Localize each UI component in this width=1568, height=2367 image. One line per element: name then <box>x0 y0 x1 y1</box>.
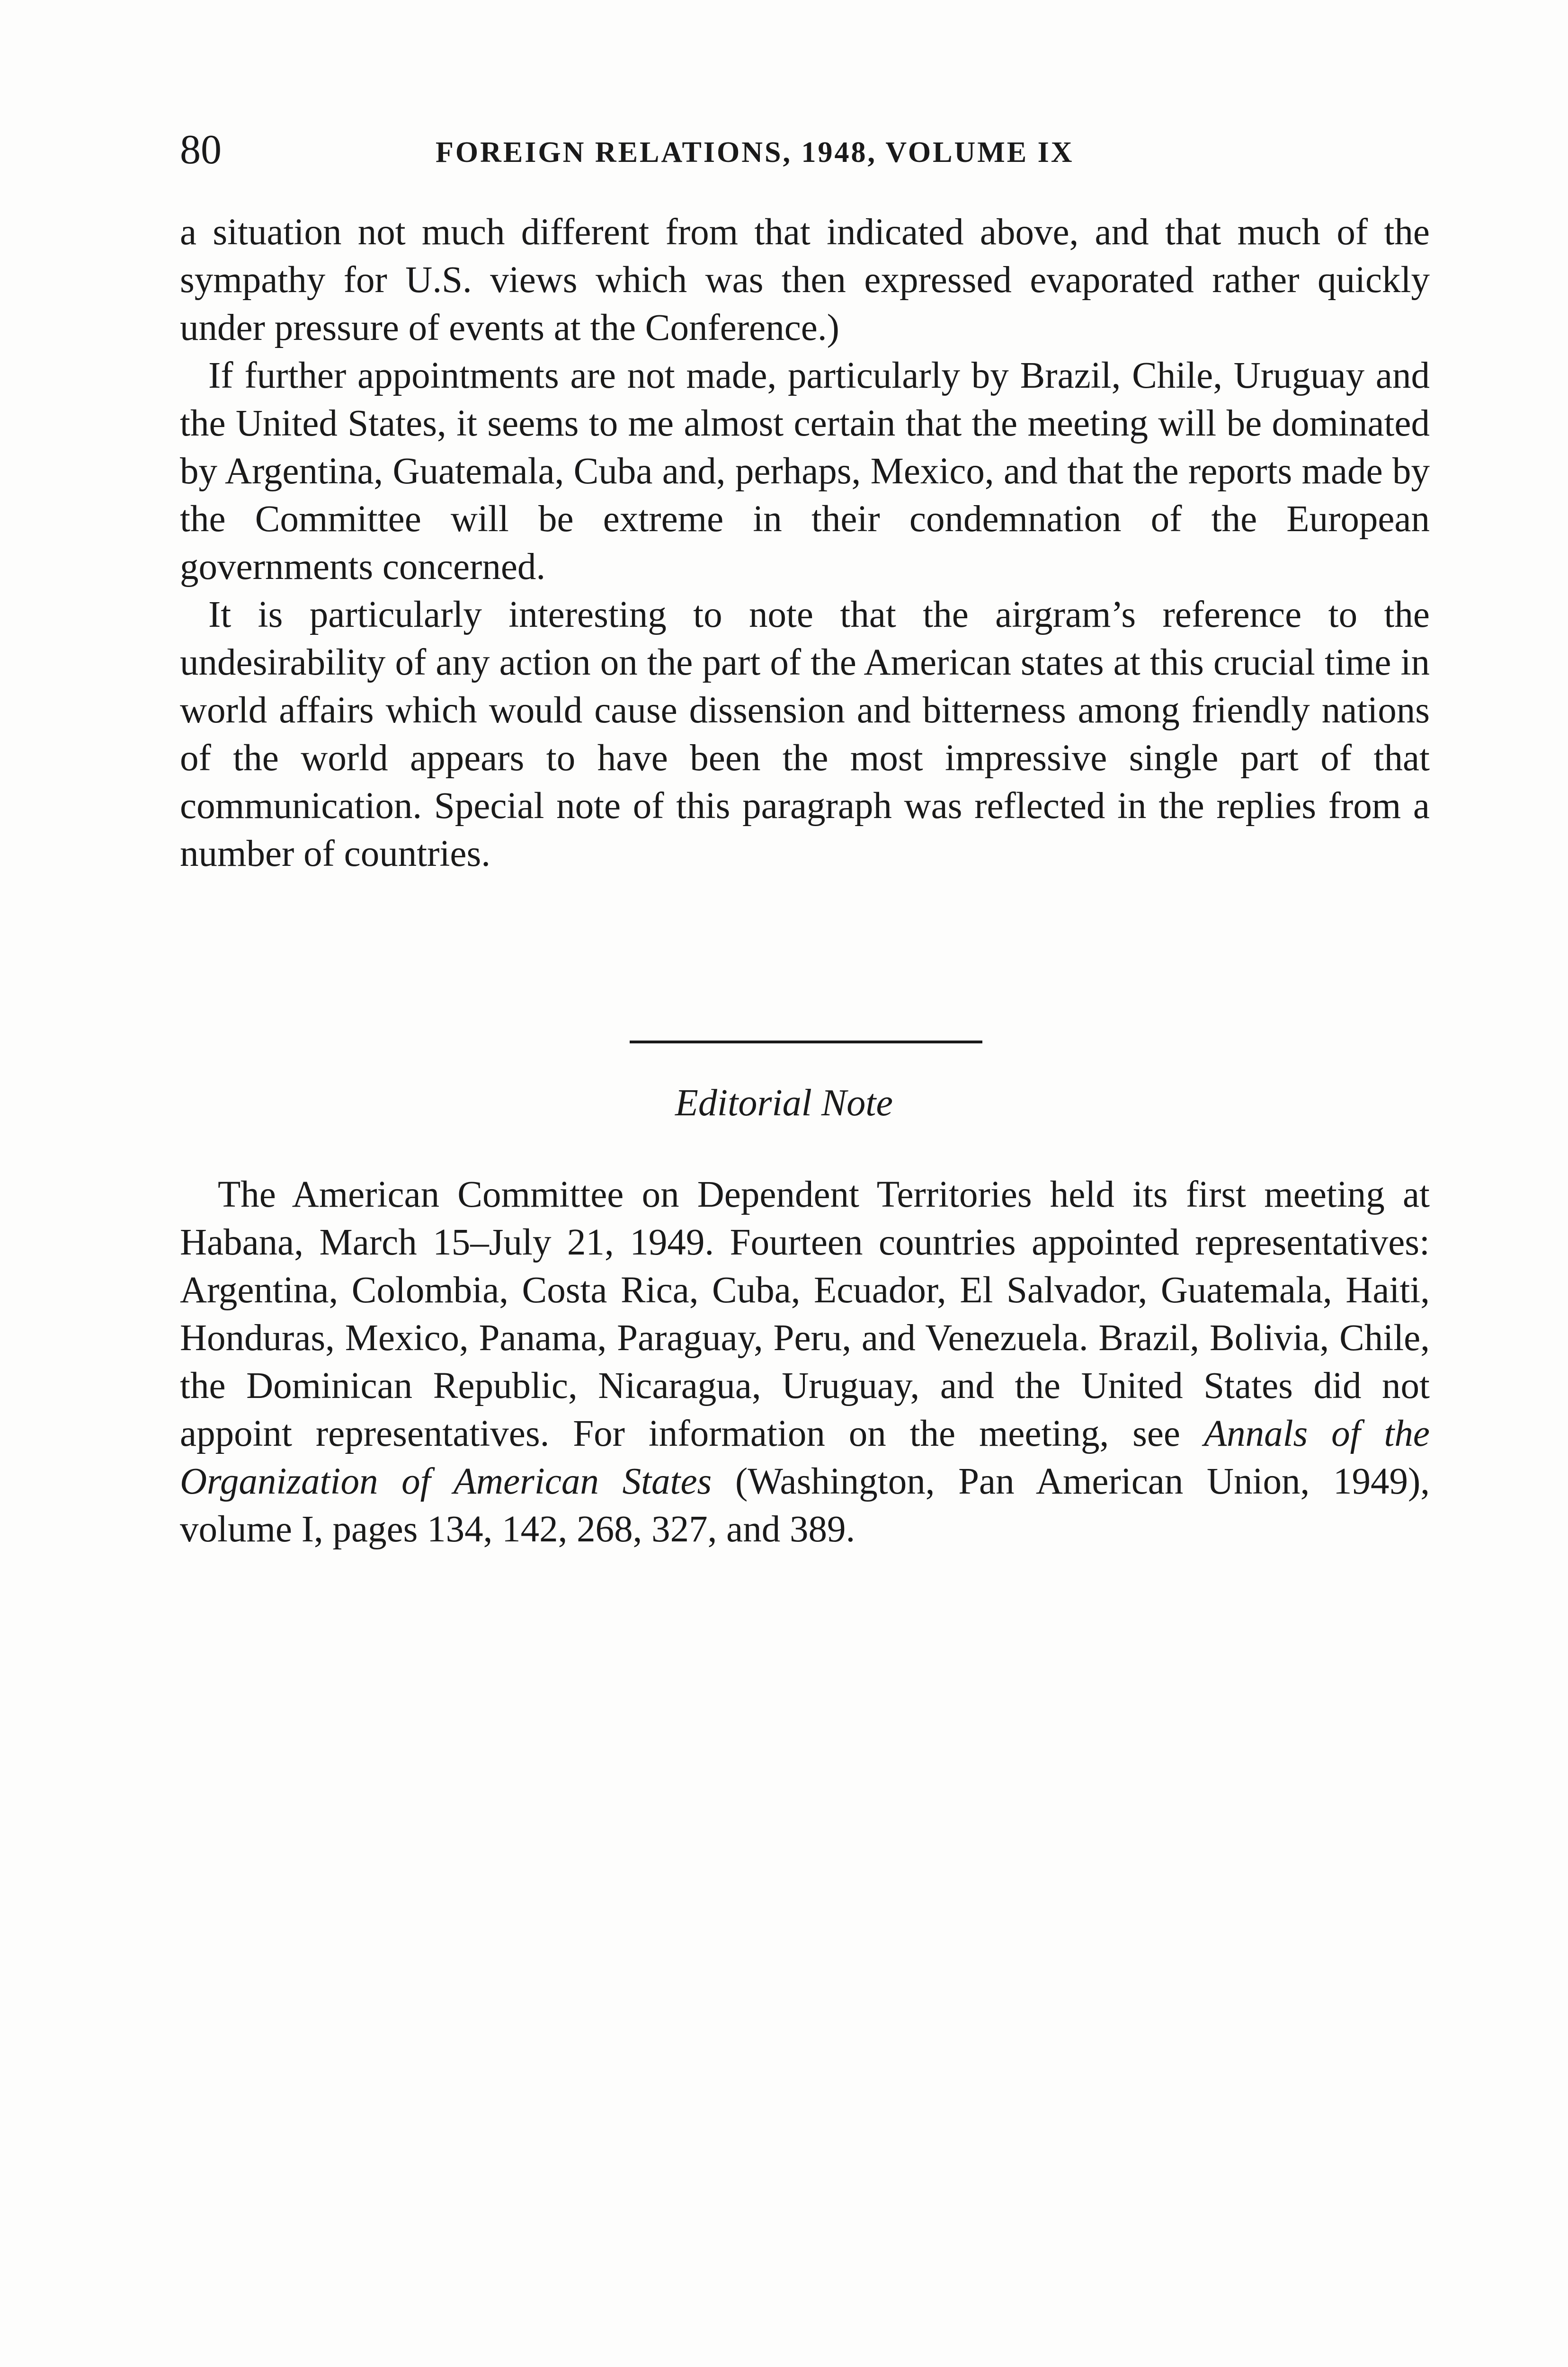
paragraph-appointments: If further appointments are not made, particularly by Brazil, Chile, Uruguay and the United States, it seems to me almost certain that the meeting will be dominated by Argentina, Guatemala, Cuba and, perhaps, Mexico, and that the reports made by the Committee will be extreme in their condemnation of the European governments concerned. <box>180 355 1430 587</box>
editorial-note-body <box>180 1171 1430 1553</box>
body-text <box>180 208 1430 878</box>
page-number: 80 <box>180 127 222 173</box>
publication-title: Annals of the Organization of American States <box>180 1413 1430 1502</box>
paragraph-continuation: a situation not much different from that indicated above, and that much of the sympathy for U.S. views which was then expressed evaporated rather quickly under pressure of events at the Conference.) <box>180 212 1430 348</box>
running-title: FOREIGN RELATIONS, 1948, VOLUME IX <box>436 136 1074 169</box>
note-text-before-title: The American Committee on Dependent Territories held its first meeting at Habana, March 15–July 21, 1949. Fourteen countries appointed representatives: Argentina, Colombia, Costa Rica, Cuba, Ecuador, El Salvador, Guatemala, Haiti, Honduras, Mexico, Panama, Paraguay, Peru, and Venezuela. Brazil, Bolivia, Chile, the Dominican Republic, Nicaragua, Uruguay, and the United States did not appoint representatives. For information on the meeting, see <box>180 1174 1430 1454</box>
paragraph-airgram: It is particularly interesting to note that the airgram’s reference to the undesirability of any action on the part of the American states at this crucial time in world affairs which would cause dissension and bitterness among friendly nations of the world appears to have been the most impressive single part of that communication. Special note of this paragraph was reflected in the replies from a number of countries. <box>180 594 1430 874</box>
editorial-note-paragraph <box>180 1171 1430 1553</box>
note-text-after-title: (Washington, Pan American Union, 1949), volume I, pages 134, 142, 268, 327, and 389. <box>180 1461 1430 1550</box>
running-head <box>180 124 1430 176</box>
editorial-note-heading: Editorial Note <box>675 1082 893 1124</box>
section-divider <box>630 1041 982 1043</box>
